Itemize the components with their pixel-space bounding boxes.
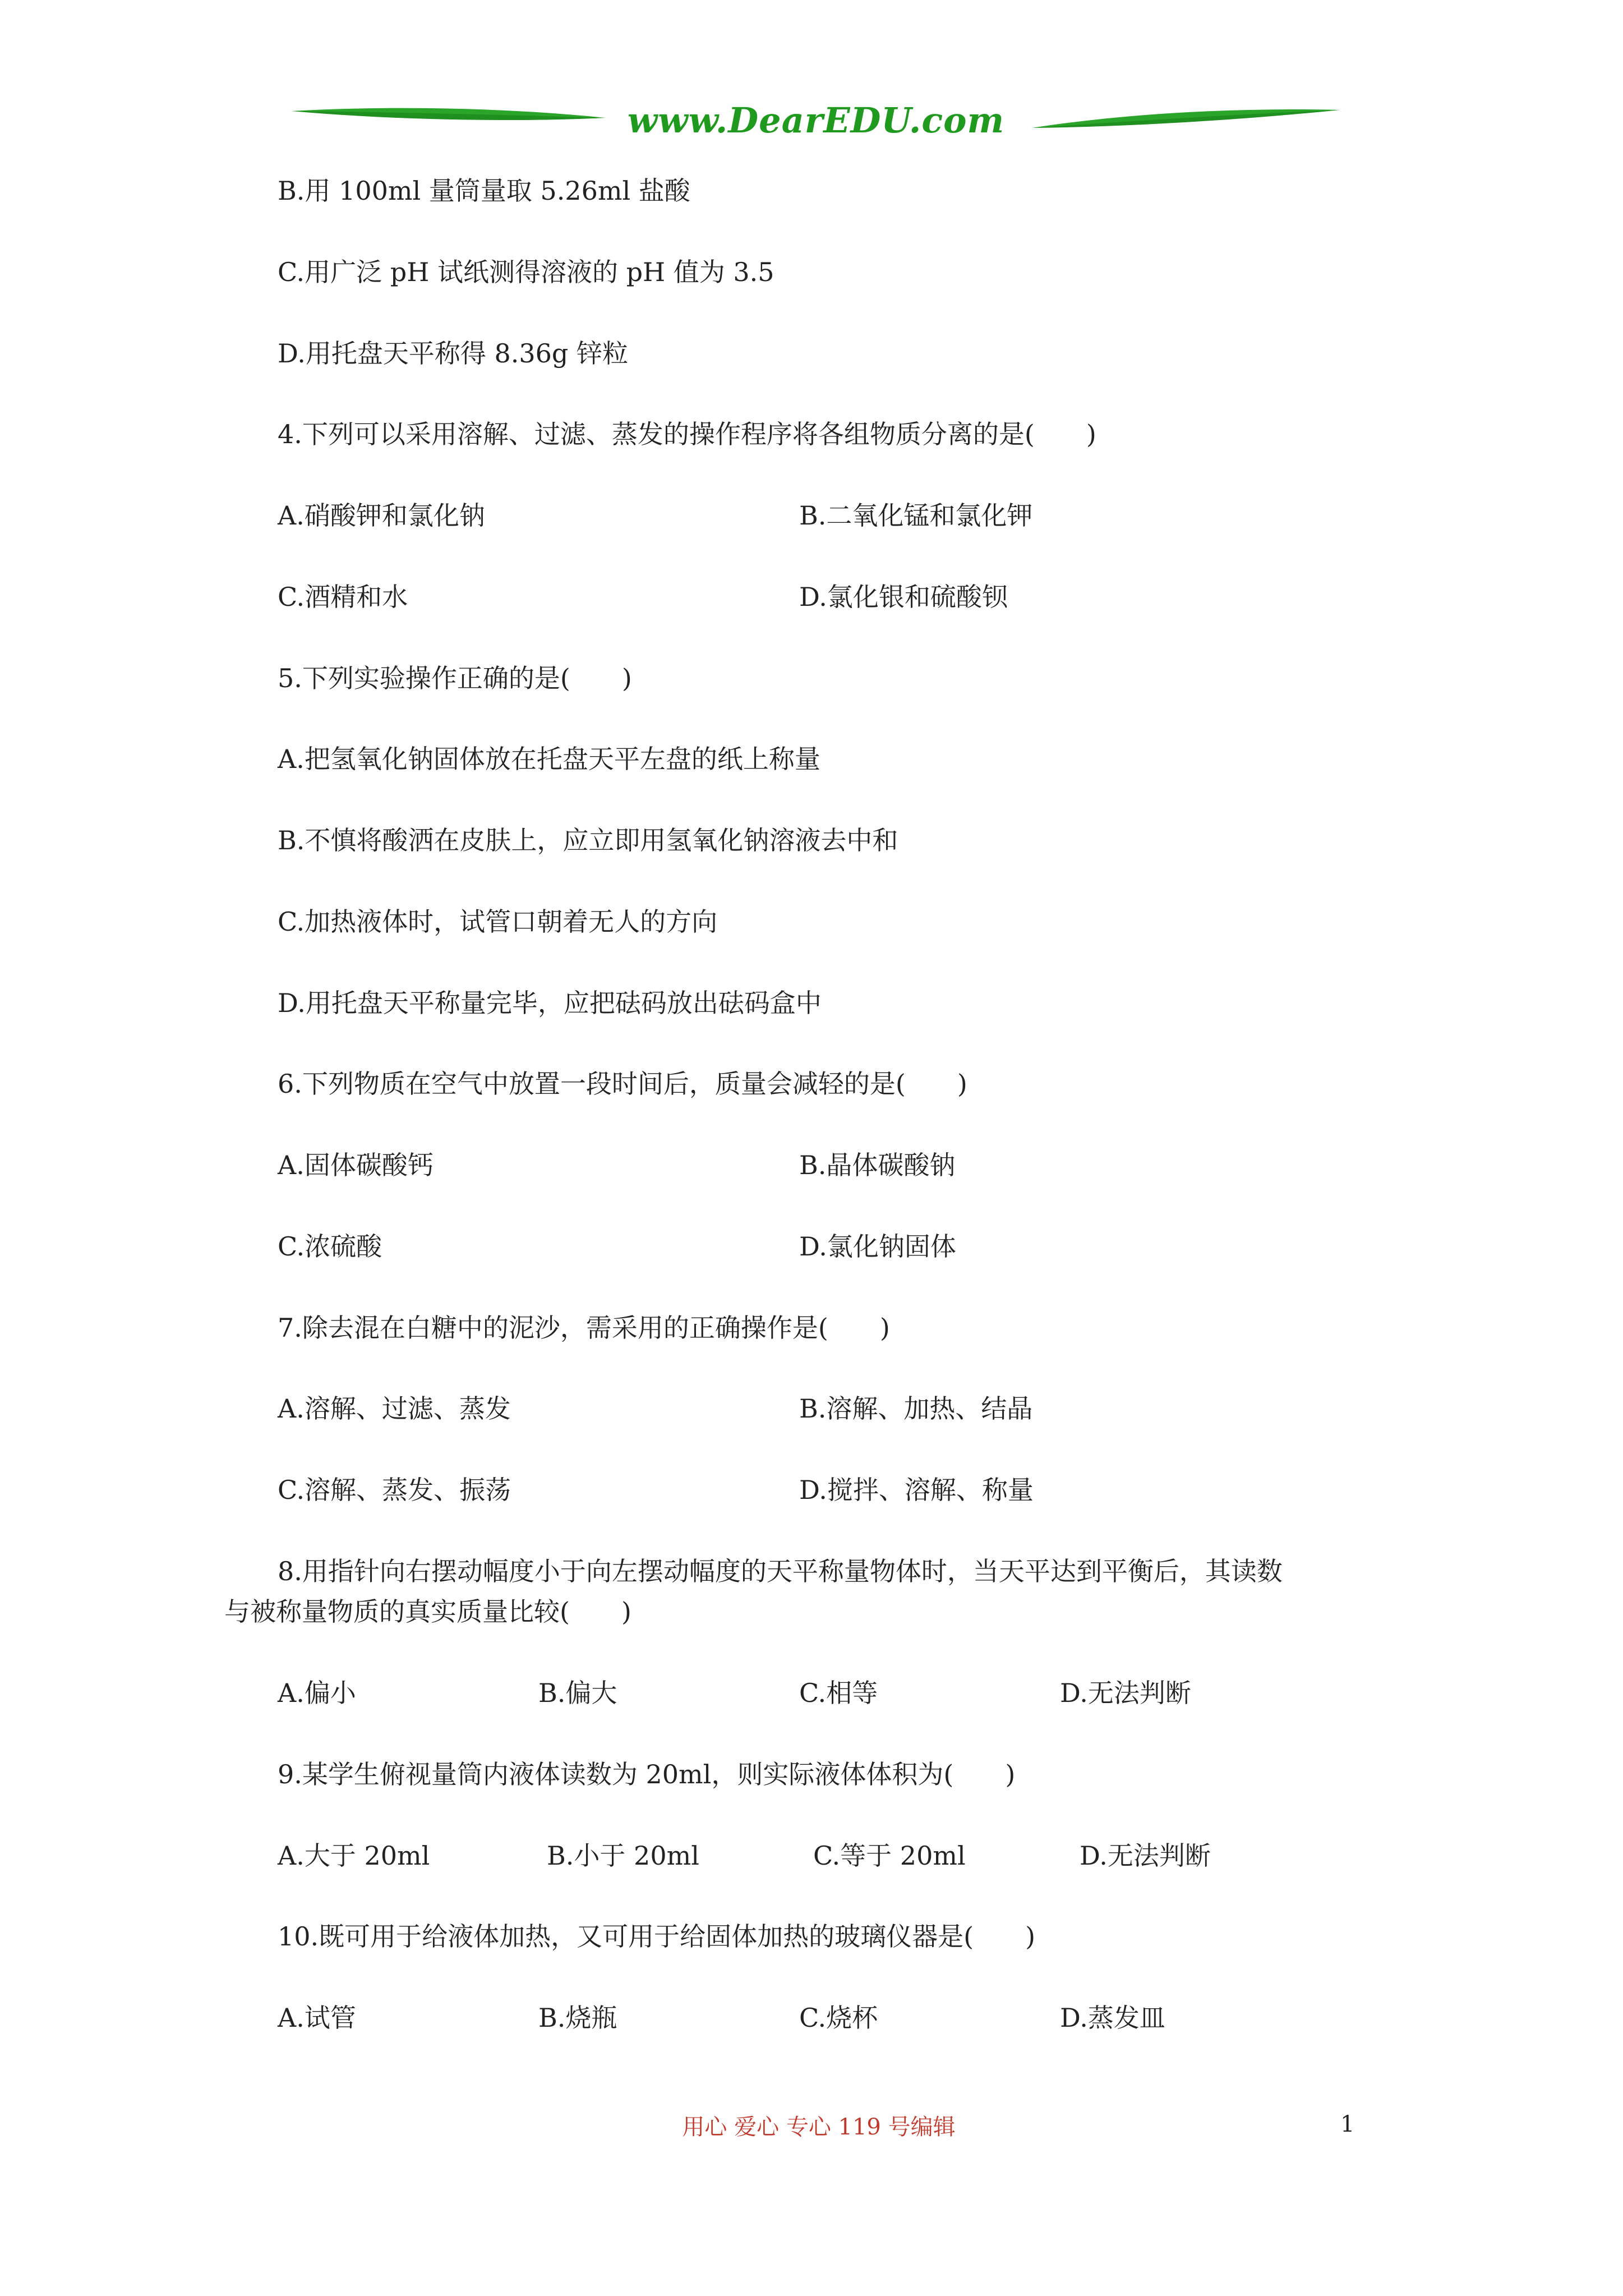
site-url-logo: www.DearEDU.com bbox=[627, 100, 1005, 141]
option-7c: C.溶解、蒸发、振荡 bbox=[278, 1475, 511, 1505]
option-9b: B.小于 20ml bbox=[547, 1841, 699, 1871]
option-4c: C.酒精和水 bbox=[278, 582, 408, 612]
option-6b: B.晶体碳酸钠 bbox=[799, 1150, 956, 1180]
option-8c: C.相等 bbox=[799, 1678, 878, 1708]
option-3b: B.用 100ml 量筒量取 5.26ml 盐酸 bbox=[278, 176, 690, 206]
option-5b: B.不慎将酸洒在皮肤上，应立即用氢氧化钠溶液去中和 bbox=[278, 825, 898, 855]
option-4b: B.二氧化锰和氯化钾 bbox=[799, 500, 1033, 531]
option-5c: C.加热液体时，试管口朝着无人的方向 bbox=[278, 907, 718, 937]
footer-text: 用心 爱心 专心 119 号编辑 bbox=[682, 2114, 956, 2140]
question-9: 9.某学生俯视量筒内液体读数为 20ml，则实际液体体积为( ) bbox=[278, 1759, 1016, 1789]
option-9c: C.等于 20ml bbox=[813, 1841, 966, 1871]
question-6: 6.下列物质在空气中放置一段时间后，质量会减轻的是( ) bbox=[278, 1069, 967, 1099]
question-5: 5.下列实验操作正确的是( ) bbox=[278, 663, 632, 693]
option-7d: D.搅拌、溶解、称量 bbox=[799, 1475, 1034, 1505]
option-5a: A.把氢氧化钠固体放在托盘天平左盘的纸上称量 bbox=[278, 744, 820, 774]
question-8-line-2: 与被称量物质的真实质量比较( ) bbox=[224, 1596, 631, 1627]
option-6d: D.氯化钠固体 bbox=[799, 1231, 956, 1262]
question-8-line-1: 8.用指针向右摆动幅度小于向左摆动幅度的天平称量物体时，当天平达到平衡后，其读数 bbox=[278, 1556, 1283, 1586]
question-7: 7.除去混在白糖中的泥沙，需采用的正确操作是( ) bbox=[278, 1313, 890, 1343]
option-8a: A.偏小 bbox=[278, 1678, 356, 1708]
option-8b: B.偏大 bbox=[538, 1678, 617, 1708]
option-3c: C.用广泛 pH 试纸测得溶液的 pH 值为 3.5 bbox=[278, 257, 774, 287]
option-5d: D.用托盘天平称量完毕，应把砝码放出砝码盒中 bbox=[278, 988, 822, 1018]
option-7b: B.溶解、加热、结晶 bbox=[799, 1393, 1033, 1424]
option-4a: A.硝酸钾和氯化钠 bbox=[278, 500, 485, 531]
option-10b: B.烧瓶 bbox=[538, 2003, 617, 2033]
option-10d: D.蒸发皿 bbox=[1060, 2003, 1165, 2033]
option-7a: A.溶解、过滤、蒸发 bbox=[278, 1393, 511, 1424]
option-9d: D.无法判断 bbox=[1080, 1841, 1211, 1871]
question-10: 10.既可用于给液体加热，又可用于给固体加热的玻璃仪器是( ) bbox=[278, 1921, 1036, 1952]
option-6a: A.固体碳酸钙 bbox=[278, 1150, 434, 1180]
option-9a: A.大于 20ml bbox=[278, 1841, 430, 1871]
question-4: 4.下列可以采用溶解、过滤、蒸发的操作程序将各组物质分离的是( ) bbox=[278, 419, 1096, 449]
option-6c: C.浓硫酸 bbox=[278, 1231, 382, 1262]
page-header bbox=[292, 95, 1340, 157]
option-3d: D.用托盘天平称得 8.36g 锌粒 bbox=[278, 338, 628, 369]
option-10a: A.试管 bbox=[278, 2003, 356, 2033]
option-8d: D.无法判断 bbox=[1060, 1678, 1191, 1708]
option-4d: D.氯化银和硫酸钡 bbox=[799, 582, 1008, 612]
option-10c: C.烧杯 bbox=[799, 2003, 878, 2033]
page-number: 1 bbox=[1340, 2111, 1355, 2137]
